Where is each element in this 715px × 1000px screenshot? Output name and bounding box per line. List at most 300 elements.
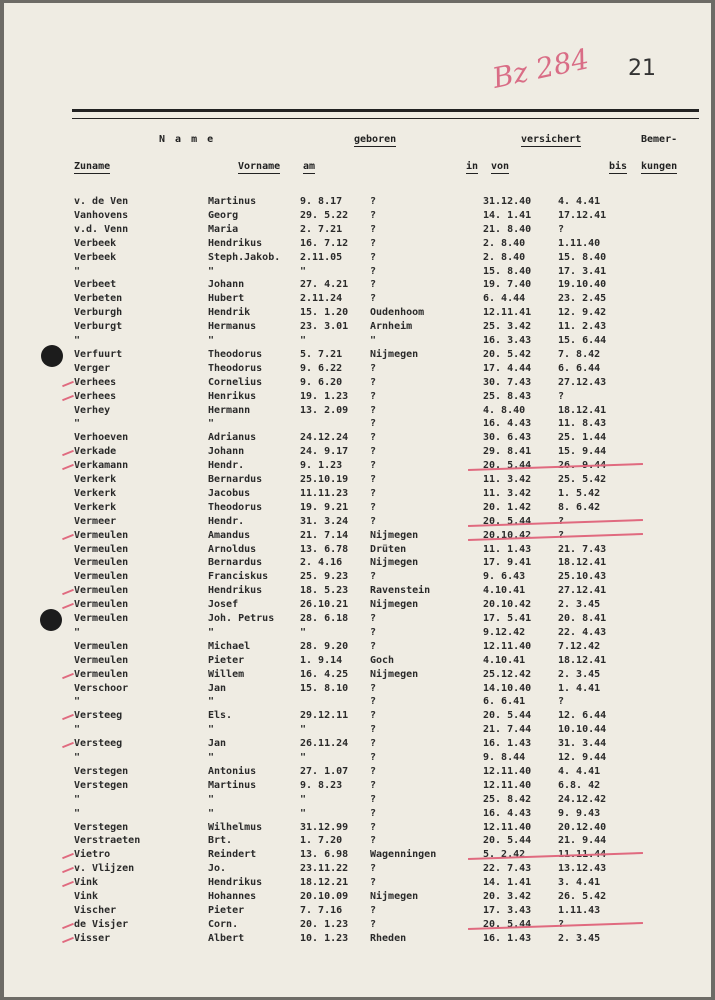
- cell-birth-date: 26.10.21: [300, 599, 349, 611]
- cell-insured-to: 2. 3.45: [558, 668, 601, 680]
- cell-insured-to: ?: [558, 918, 565, 930]
- cell-firstname: Cornelius: [208, 376, 263, 388]
- table-row: [0, 488, 715, 501]
- cell-birth-date: 16. 4.25: [300, 668, 349, 680]
- table-row: [0, 933, 715, 946]
- cell-insured-from: 17. 4.44: [483, 362, 532, 374]
- cell-birth-date: 2. 4.16: [300, 557, 343, 569]
- cell-insured-from: 29. 8.41: [483, 446, 532, 458]
- cell-firstname: Michael: [208, 640, 251, 652]
- cell-firstname: Hendrikus: [208, 585, 263, 597]
- cell-insured-to: 15. 6.44: [558, 335, 607, 346]
- cell-birth-date: 13. 6.98: [300, 849, 349, 861]
- cell-insured-from: 16. 1.43: [483, 932, 532, 944]
- cell-surname: Verhees: [74, 390, 117, 402]
- cell-surname: ": [74, 265, 81, 277]
- top-rule: [72, 109, 699, 112]
- cell-birth-date: 20.10.09: [300, 891, 349, 902]
- cell-insured-to: 19.10.40: [558, 279, 607, 291]
- cell-insured-to: ?: [558, 515, 565, 527]
- cell-firstname: Jan: [208, 682, 227, 694]
- cell-surname: Vischer: [74, 904, 117, 916]
- cell-birth-place: Nijmegen: [370, 599, 419, 611]
- table-row: [0, 627, 715, 640]
- cell-surname: Verbeet: [74, 279, 117, 291]
- cell-birth-date: 9. 8.17: [300, 196, 343, 207]
- cell-firstname: ": [208, 626, 215, 638]
- cell-birth-date: 15. 8.10: [300, 682, 349, 694]
- cell-birth-place: ?: [370, 362, 377, 374]
- table-row: [0, 474, 715, 487]
- cell-insured-from: 4.10.41: [483, 585, 526, 597]
- cell-birth-place: ?: [370, 237, 377, 249]
- cell-surname: Vanhovens: [74, 209, 129, 221]
- cell-birth-place: ?: [370, 626, 377, 638]
- cell-birth-date: 18. 5.23: [300, 585, 349, 597]
- cell-insured-to: 6. 6.44: [558, 362, 601, 374]
- cell-insured-from: 16. 4.43: [483, 418, 532, 430]
- table-row: [0, 418, 715, 431]
- cell-insured-to: 27.12.43: [558, 376, 607, 388]
- cell-firstname: Theodorus: [208, 362, 263, 374]
- cell-birth-date: 24.12.24: [300, 432, 349, 444]
- cell-insured-from: 25.12.42: [483, 668, 532, 680]
- cell-surname: Vermeulen: [74, 543, 129, 555]
- cell-insured-to: 31. 3.44: [558, 738, 607, 750]
- cell-birth-date: 9. 6.22: [300, 362, 343, 374]
- cell-insured-to: 20.12.40: [558, 821, 607, 833]
- cell-firstname: Franciskus: [208, 571, 269, 583]
- cell-surname: v. de Ven: [74, 196, 129, 207]
- cell-insured-to: 8. 6.42: [558, 501, 601, 513]
- cell-birth-place: Wagenningen: [370, 849, 437, 861]
- cell-birth-place: Drüten: [370, 543, 407, 555]
- cell-surname: Verhoeven: [74, 432, 129, 444]
- cell-birth-place: ?: [370, 724, 377, 736]
- cell-insured-from: 17. 5.41: [483, 613, 532, 624]
- cell-birth-date: 23.11.22: [300, 863, 349, 875]
- cell-insured-from: 25. 3.42: [483, 321, 532, 333]
- cell-firstname: Brt.: [208, 835, 233, 847]
- cell-insured-from: 12.11.40: [483, 765, 532, 777]
- cell-insured-to: ?: [558, 390, 565, 402]
- table-row: [0, 599, 715, 612]
- cell-birth-date: ": [300, 807, 307, 819]
- table-row: [0, 460, 715, 473]
- cell-firstname: Arnoldus: [208, 543, 257, 555]
- header-born: geboren: [354, 134, 397, 145]
- cell-insured-to: 9. 9.43: [558, 807, 601, 819]
- cell-firstname: Hendrikus: [208, 237, 263, 249]
- cell-birth-place: ?: [370, 487, 377, 499]
- cell-birth-place: ?: [370, 779, 377, 791]
- cell-insured-from: 20. 1.42: [483, 501, 532, 513]
- cell-birth-place: ?: [370, 293, 377, 305]
- cell-birth-place: ?: [370, 209, 377, 221]
- cell-insured-from: 17. 9.41: [483, 557, 532, 569]
- cell-birth-place: ?: [370, 265, 377, 277]
- cell-birth-place: Oudenhoom: [370, 307, 425, 319]
- cell-birth-date: 19. 9.21: [300, 501, 349, 513]
- cell-insured-from: 20. 5.44: [483, 515, 532, 527]
- cell-birth-place: Arnheim: [370, 321, 413, 333]
- cell-firstname: Hendr.: [208, 515, 245, 527]
- cell-surname: Vermeulen: [74, 668, 129, 680]
- cell-insured-to: 12. 9.42: [558, 307, 607, 319]
- cell-birth-place: ?: [370, 390, 377, 402]
- table-row: [0, 252, 715, 265]
- cell-insured-to: 2. 3.45: [558, 932, 601, 944]
- cell-insured-to: 11. 8.43: [558, 418, 607, 430]
- cell-birth-place: ?: [370, 223, 377, 235]
- cell-insured-from: 6. 4.44: [483, 293, 526, 305]
- cell-birth-date: 16. 7.12: [300, 237, 349, 249]
- cell-firstname: Hohannes: [208, 891, 257, 902]
- cell-surname: Verschoor: [74, 682, 129, 694]
- cell-insured-to: 18.12.41: [558, 404, 607, 416]
- cell-birth-place: ?: [370, 251, 377, 263]
- cell-insured-from: 25. 8.42: [483, 793, 532, 805]
- table-row: [0, 266, 715, 279]
- cell-surname: Verburgt: [74, 321, 123, 333]
- cell-insured-from: 12.11.40: [483, 779, 532, 791]
- cell-surname: Verstegen: [74, 779, 129, 791]
- table-row: [0, 279, 715, 292]
- cell-insured-to: 1. 5.42: [558, 487, 601, 499]
- cell-birth-date: ": [300, 265, 307, 277]
- cell-insured-to: 15. 9.44: [558, 446, 607, 458]
- cell-birth-place: Ravenstein: [370, 585, 431, 597]
- cell-birth-date: 31. 3.24: [300, 515, 349, 527]
- table-row: [0, 794, 715, 807]
- cell-birth-date: 7. 7.16: [300, 904, 343, 916]
- table-row: [0, 613, 715, 626]
- table-row: [0, 822, 715, 835]
- table-row: [0, 738, 715, 751]
- table-row: [0, 321, 715, 334]
- cell-insured-to: 23. 2.45: [558, 293, 607, 305]
- cell-birth-place: ?: [370, 640, 377, 652]
- cell-firstname: ": [208, 807, 215, 819]
- table-row: [0, 224, 715, 237]
- cell-insured-to: 10.10.44: [558, 724, 607, 736]
- cell-surname: Verhees: [74, 376, 117, 388]
- cell-insured-to: 25. 5.42: [558, 474, 607, 485]
- cell-insured-from: 20.10.42: [483, 529, 532, 541]
- cell-birth-date: 10. 1.23: [300, 932, 349, 944]
- cell-insured-to: 1. 4.41: [558, 682, 601, 694]
- table-row: [0, 405, 715, 418]
- table-row: [0, 585, 715, 598]
- table-row: [0, 641, 715, 654]
- table-row: [0, 863, 715, 876]
- cell-birth-place: ?: [370, 279, 377, 291]
- cell-insured-to: 12. 9.44: [558, 752, 607, 763]
- cell-surname: ": [74, 418, 81, 430]
- cell-birth-place: ?: [370, 835, 377, 847]
- header-from: von: [491, 161, 510, 172]
- cell-insured-from: 22. 7.43: [483, 863, 532, 875]
- cell-insured-to: 25. 1.44: [558, 432, 607, 444]
- cell-birth-date: 13. 2.09: [300, 404, 349, 416]
- cell-insured-from: 12.11.40: [483, 640, 532, 652]
- page-number: 21: [628, 56, 656, 81]
- cell-surname: Vermeulen: [74, 557, 129, 569]
- cell-birth-place: ?: [370, 821, 377, 833]
- cell-birth-date: 25.10.19: [300, 474, 349, 485]
- cell-birth-place: ?: [370, 474, 377, 485]
- cell-insured-from: 4. 8.40: [483, 404, 526, 416]
- cell-birth-date: 19. 1.23: [300, 390, 349, 402]
- cell-birth-date: 2.11.24: [300, 293, 343, 305]
- cell-birth-date: 27. 1.07: [300, 765, 349, 777]
- cell-surname: Verkade: [74, 446, 117, 458]
- table-row: [0, 835, 715, 848]
- cell-firstname: Antonius: [208, 765, 257, 777]
- cell-birth-date: 2. 7.21: [300, 223, 343, 235]
- cell-surname: ": [74, 752, 81, 763]
- cell-insured-from: 31.12.40: [483, 196, 532, 207]
- cell-birth-place: Nijmegen: [370, 348, 419, 360]
- table-row: [0, 335, 715, 348]
- cell-firstname: Henrikus: [208, 390, 257, 402]
- cell-insured-from: 16. 1.43: [483, 738, 532, 750]
- cell-insured-from: 19. 7.40: [483, 279, 532, 291]
- cell-firstname: Josef: [208, 599, 239, 611]
- header-name: N a m e: [159, 134, 216, 145]
- cell-firstname: Bernardus: [208, 557, 263, 569]
- cell-birth-place: ?: [370, 765, 377, 777]
- cell-insured-from: 4.10.41: [483, 654, 526, 666]
- cell-surname: Verbeek: [74, 251, 117, 263]
- cell-birth-date: 9. 1.23: [300, 460, 343, 472]
- cell-birth-date: 9. 6.20: [300, 376, 343, 388]
- cell-insured-to: 26. 9.44: [558, 460, 607, 472]
- table-row: [0, 891, 715, 904]
- cell-insured-to: 1.11.43: [558, 904, 601, 916]
- cell-firstname: Theodorus: [208, 501, 263, 513]
- cell-surname: Verstegen: [74, 765, 129, 777]
- cell-insured-from: 21. 8.40: [483, 223, 532, 235]
- cell-firstname: Theodorus: [208, 348, 263, 360]
- cell-insured-from: 11. 3.42: [483, 487, 532, 499]
- cell-surname: Vermeulen: [74, 571, 129, 583]
- cell-firstname: Bernardus: [208, 474, 263, 485]
- cell-firstname: Johann: [208, 446, 245, 458]
- cell-insured-from: 12.11.40: [483, 821, 532, 833]
- cell-insured-to: 25.10.43: [558, 571, 607, 583]
- cell-birth-place: ?: [370, 752, 377, 763]
- cell-birth-place: ?: [370, 918, 377, 930]
- cell-birth-place: ?: [370, 376, 377, 388]
- cell-insured-from: 30. 6.43: [483, 432, 532, 444]
- cell-birth-date: 20. 1.23: [300, 918, 349, 930]
- cell-insured-to: 13.12.43: [558, 863, 607, 875]
- table-row: [0, 669, 715, 682]
- cell-insured-from: 20. 3.42: [483, 891, 532, 902]
- cell-firstname: Corn.: [208, 918, 239, 930]
- cell-surname: ": [74, 724, 81, 736]
- cell-birth-place: Nijmegen: [370, 668, 419, 680]
- cell-birth-place: ?: [370, 738, 377, 750]
- cell-insured-to: 17. 3.41: [558, 265, 607, 277]
- cell-surname: Verburgh: [74, 307, 123, 319]
- table-row: [0, 210, 715, 223]
- header-date: am: [303, 161, 316, 172]
- cell-insured-to: 12. 6.44: [558, 710, 607, 722]
- cell-firstname: Adrianus: [208, 432, 257, 444]
- cell-birth-place: ?: [370, 515, 377, 527]
- cell-birth-date: 21. 7.14: [300, 529, 349, 541]
- cell-insured-from: 5. 2.42: [483, 849, 526, 861]
- cell-insured-from: 25. 8.43: [483, 390, 532, 402]
- cell-birth-date: ": [300, 724, 307, 736]
- cell-surname: Versteeg: [74, 738, 123, 750]
- cell-insured-from: 12.11.41: [483, 307, 532, 319]
- cell-insured-to: 1.11.40: [558, 237, 601, 249]
- cell-insured-to: 11.11.44: [558, 849, 607, 861]
- header-remarks-2: kungen: [641, 161, 678, 172]
- cell-surname: Vink: [74, 877, 99, 889]
- cell-insured-to: 15. 8.40: [558, 251, 607, 263]
- cell-firstname: Jo.: [208, 863, 227, 875]
- cell-birth-place: Nijmegen: [370, 891, 419, 902]
- cell-birth-date: ": [300, 626, 307, 638]
- cell-firstname: Pieter: [208, 654, 245, 666]
- cell-surname: ": [74, 793, 81, 805]
- cell-birth-place: ?: [370, 863, 377, 875]
- header-surname: Zuname: [74, 161, 111, 172]
- cell-insured-to: 17.12.41: [558, 209, 607, 221]
- cell-insured-to: 6.8. 42: [558, 779, 601, 791]
- cell-firstname: Maria: [208, 223, 239, 235]
- table-row: [0, 391, 715, 404]
- header-firstname: Vorname: [238, 161, 281, 172]
- cell-firstname: Els.: [208, 710, 233, 722]
- cell-birth-place: ?: [370, 196, 377, 207]
- cell-insured-from: 11. 3.42: [483, 474, 532, 485]
- table-row: [0, 724, 715, 737]
- cell-firstname: Johann: [208, 279, 245, 291]
- cell-insured-to: 7. 8.42: [558, 348, 601, 360]
- cell-firstname: Georg: [208, 209, 239, 221]
- cell-insured-to: 24.12.42: [558, 793, 607, 805]
- cell-firstname: Wilhelmus: [208, 821, 263, 833]
- cell-birth-date: 31.12.99: [300, 821, 349, 833]
- cell-insured-from: 2. 8.40: [483, 251, 526, 263]
- cell-birth-date: 1. 9.14: [300, 654, 343, 666]
- cell-insured-from: 9.12.42: [483, 626, 526, 638]
- table-row: [0, 710, 715, 723]
- cell-surname: Vermeulen: [74, 529, 129, 541]
- cell-firstname: ": [208, 752, 215, 763]
- cell-surname: v. Vlijzen: [74, 863, 135, 875]
- cell-birth-place: ?: [370, 682, 377, 694]
- top-rule-thin: [72, 118, 699, 119]
- table-row: [0, 238, 715, 251]
- cell-insured-from: 9. 8.44: [483, 752, 526, 763]
- cell-insured-from: 30. 7.43: [483, 376, 532, 388]
- cell-firstname: Albert: [208, 932, 245, 944]
- cell-firstname: ": [208, 696, 215, 708]
- table-row: [0, 446, 715, 459]
- cell-birth-place: ": [370, 335, 377, 346]
- cell-birth-place: ?: [370, 877, 377, 889]
- cell-insured-to: 18.12.41: [558, 654, 607, 666]
- cell-insured-from: 20.10.42: [483, 599, 532, 611]
- header-insured: versichert: [521, 134, 582, 145]
- cell-birth-date: 15. 1.20: [300, 307, 349, 319]
- cell-birth-date: 23. 3.01: [300, 321, 349, 333]
- cell-firstname: Hendr.: [208, 460, 245, 472]
- cell-firstname: Hermann: [208, 404, 251, 416]
- cell-surname: Verbeek: [74, 237, 117, 249]
- table-row: [0, 363, 715, 376]
- cell-surname: Vermeulen: [74, 613, 129, 624]
- cell-insured-to: 7.12.42: [558, 640, 601, 652]
- cell-insured-from: 20. 5.44: [483, 460, 532, 472]
- table-row: [0, 752, 715, 765]
- cell-birth-place: ?: [370, 404, 377, 416]
- cell-insured-from: 11. 1.43: [483, 543, 532, 555]
- table-row: [0, 307, 715, 320]
- cell-insured-from: 20. 5.44: [483, 918, 532, 930]
- cell-birth-place: Nijmegen: [370, 529, 419, 541]
- table-row: [0, 571, 715, 584]
- cell-insured-from: 17. 3.43: [483, 904, 532, 916]
- cell-birth-date: ": [300, 335, 307, 346]
- cell-birth-date: 27. 4.21: [300, 279, 349, 291]
- table-row: [0, 377, 715, 390]
- cell-firstname: Steph.Jakob.: [208, 251, 281, 263]
- cell-insured-to: ?: [558, 223, 565, 235]
- cell-birth-place: ?: [370, 696, 377, 708]
- cell-insured-to: 26. 5.42: [558, 891, 607, 902]
- table-row: [0, 544, 715, 557]
- cell-firstname: Pieter: [208, 904, 245, 916]
- cell-insured-to: 4. 4.41: [558, 765, 601, 777]
- cell-birth-place: ?: [370, 501, 377, 513]
- cell-surname: ": [74, 807, 81, 819]
- cell-surname: Vermeulen: [74, 585, 129, 597]
- cell-birth-place: ?: [370, 418, 377, 430]
- cell-insured-to: ?: [558, 529, 565, 541]
- cell-insured-from: 21. 7.44: [483, 724, 532, 736]
- cell-insured-to: 20. 8.41: [558, 613, 607, 624]
- cell-birth-place: ?: [370, 793, 377, 805]
- cell-insured-from: 14.10.40: [483, 682, 532, 694]
- cell-birth-date: ": [300, 793, 307, 805]
- cell-birth-place: ?: [370, 432, 377, 444]
- cell-insured-from: 14. 1.41: [483, 209, 532, 221]
- cell-birth-date: 26.11.24: [300, 738, 349, 750]
- cell-surname: Vermeulen: [74, 640, 129, 652]
- cell-insured-from: 16. 3.43: [483, 335, 532, 346]
- cell-surname: Vermeulen: [74, 599, 129, 611]
- cell-birth-date: 24. 9.17: [300, 446, 349, 458]
- cell-insured-to: 11. 2.43: [558, 321, 607, 333]
- cell-surname: Verkamann: [74, 460, 129, 472]
- table-row: [0, 905, 715, 918]
- table-row: [0, 557, 715, 570]
- cell-insured-to: 22. 4.43: [558, 626, 607, 638]
- cell-birth-place: Nijmegen: [370, 557, 419, 569]
- cell-insured-from: 20. 5.42: [483, 348, 532, 360]
- cell-birth-date: 29.12.11: [300, 710, 349, 722]
- cell-birth-date: 9. 8.23: [300, 779, 343, 791]
- table-row: [0, 766, 715, 779]
- header-to: bis: [609, 161, 628, 172]
